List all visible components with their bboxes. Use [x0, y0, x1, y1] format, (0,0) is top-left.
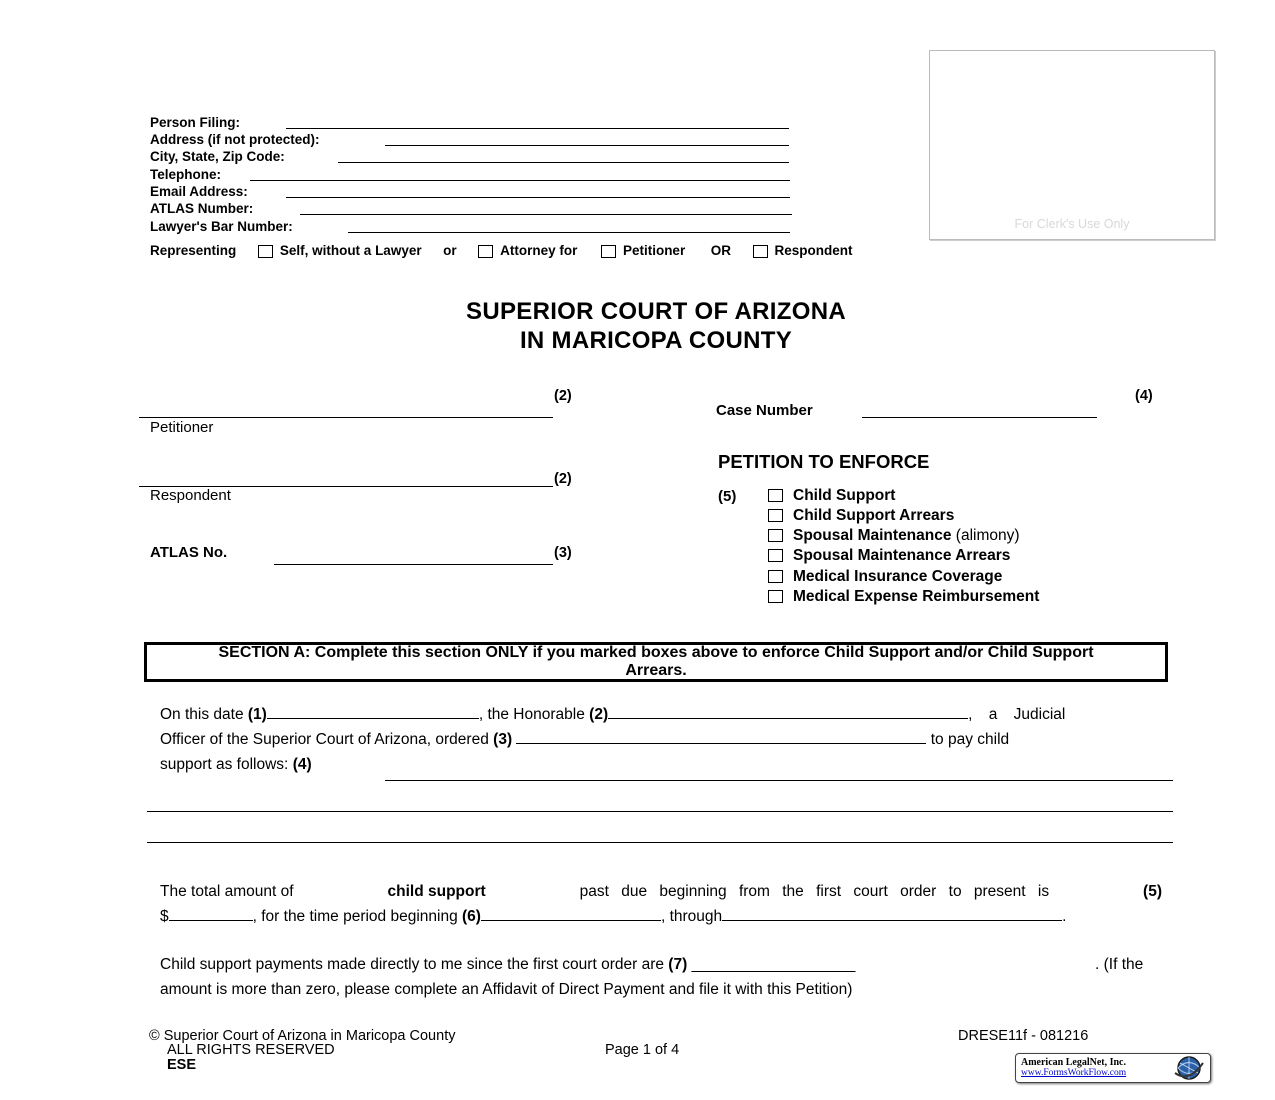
order-date-field[interactable]: [267, 704, 479, 719]
order-line-2: [160, 727, 1163, 752]
past-due-text: past due beginning from the first court order to present is: [579, 883, 1050, 900]
ordered-num: (3): [493, 731, 513, 748]
past-due-num: (5): [1143, 883, 1162, 900]
option-spousal-maintenance-arrears[interactable]: [768, 547, 1010, 565]
order-paragraph: [160, 702, 1163, 777]
email-label: Email Address:: [150, 184, 248, 199]
telephone-field[interactable]: [250, 180, 790, 181]
direct-payments-num: (7): [668, 956, 688, 973]
total-amount-text: The total amount of: [160, 883, 294, 900]
court-title-line2: IN MARICOPA COUNTY: [519, 327, 793, 354]
globe-icon: [1172, 1055, 1206, 1081]
spousal-maintenance-checkbox[interactable]: [768, 529, 783, 542]
through-text: , through: [660, 908, 723, 925]
clerk-use-label: For Clerk's Use Only: [1014, 217, 1130, 231]
direct-payments-paragraph: [160, 952, 1164, 998]
past-due-amount-field[interactable]: [169, 906, 253, 921]
judge-name-field[interactable]: [608, 704, 968, 719]
atlas-no-num: (3): [554, 545, 572, 561]
court-title: [0, 298, 1275, 355]
medical-insurance-checkbox[interactable]: [768, 570, 783, 583]
honorable-num: (2): [589, 706, 609, 723]
atlas-no-label: ATLAS No.: [150, 544, 228, 561]
petition-title: PETITION TO ENFORCE: [718, 451, 930, 472]
support-terms-line-3[interactable]: [147, 842, 1173, 843]
respondent-label: Respondent: [150, 487, 231, 504]
child-support-arrears-label: Child Support Arrears: [793, 507, 955, 524]
footer-page: Page 1 of 4: [605, 1042, 680, 1058]
or-label: or: [443, 243, 457, 258]
bar-number-field[interactable]: [348, 232, 790, 233]
honorable-text: , the Honorable: [478, 706, 585, 723]
city-state-zip-label: City, State, Zip Code:: [150, 149, 285, 164]
petitioner-rep-label: Petitioner: [622, 243, 686, 258]
period-end-field[interactable]: [722, 906, 1062, 921]
court-title-line1: SUPERIOR COURT OF ARIZONA: [466, 298, 846, 325]
respondent-rep-label: Respondent: [774, 243, 853, 258]
atlas-no-field[interactable]: [274, 564, 553, 565]
footer-form-id: DRESE11f - 081216: [958, 1028, 1089, 1044]
child-support-label: Child Support: [793, 487, 896, 504]
american-legalnet-logo[interactable]: [1015, 1053, 1211, 1083]
direct-payments-rest: . (If the amount is more than zero, please complete an Affidavit of Direct Payment and file it with this Petition): [160, 956, 1144, 998]
address-field[interactable]: [385, 145, 789, 146]
atlas-number-field[interactable]: [300, 214, 792, 215]
direct-payments-text: Child support payments made directly to me since the first court order are: [160, 956, 664, 973]
petitioner-checkbox[interactable]: [601, 245, 616, 258]
officer-text: Officer of the Superior Court of Arizona, ordered: [160, 731, 489, 748]
spousal-maintenance-suffix: (alimony): [951, 527, 1020, 544]
footer-copyright: © Superior Court of Arizona in Maricopa County: [149, 1028, 456, 1044]
respondent-checkbox[interactable]: [753, 245, 768, 258]
logo-url[interactable]: www.FormsWorkFlow.com: [1021, 1068, 1127, 1078]
atlas-number-label: ATLAS Number:: [150, 201, 254, 216]
petition-num: (5): [718, 488, 737, 505]
dollar-sign: $: [160, 908, 169, 925]
spousal-maintenance-arrears-checkbox[interactable]: [768, 549, 783, 562]
telephone-label: Telephone:: [150, 167, 222, 182]
or-upper-label: OR: [710, 243, 731, 258]
time-period-text: , for the time period beginning: [252, 908, 458, 925]
option-child-support[interactable]: [768, 487, 895, 505]
representing-row: [150, 243, 853, 258]
order-date-num: (1): [247, 706, 267, 723]
support-terms-line-1[interactable]: [385, 780, 1173, 781]
order-line-1: [160, 702, 1163, 727]
support-follows-num: (4): [292, 756, 312, 773]
direct-payments-field[interactable]: ___________________: [691, 956, 856, 973]
address-label: Address (if not protected):: [150, 132, 320, 147]
email-field[interactable]: [286, 197, 790, 198]
logo-name: American LegalNet, Inc.: [1021, 1057, 1126, 1068]
child-support-bold: child support: [387, 883, 486, 900]
option-medical-expense[interactable]: [768, 588, 1039, 606]
footer-code: ESE: [167, 1057, 197, 1073]
support-follows-text: support as follows:: [160, 756, 289, 773]
medical-expense-label: Medical Expense Reimbursement: [793, 588, 1040, 605]
respondent-num: (2): [554, 471, 572, 487]
section-a-heading: SECTION A: Complete this section ONLY if you marked boxes above to enforce Child Support and/or Child Support Arrears.: [218, 644, 1094, 679]
medical-expense-checkbox[interactable]: [768, 590, 783, 603]
judicial-text: , a Judicial: [968, 706, 1066, 723]
attorney-label: Attorney for: [500, 243, 578, 258]
option-child-support-arrears[interactable]: [768, 507, 954, 525]
petitioner-label: Petitioner: [150, 419, 214, 436]
child-support-checkbox[interactable]: [768, 489, 783, 502]
period-end-dot: .: [1062, 908, 1067, 925]
order-line-3: [160, 752, 1163, 777]
section-a-heading-box: [144, 642, 1168, 682]
self-checkbox[interactable]: [258, 245, 273, 258]
order-date-text: On this date: [160, 706, 244, 723]
petitioner-num: (2): [554, 388, 572, 404]
time-period-num: (6): [462, 908, 481, 925]
ordered-party-field[interactable]: [516, 729, 926, 744]
past-due-paragraph: [160, 879, 1162, 929]
option-medical-insurance[interactable]: [768, 568, 1002, 586]
attorney-checkbox[interactable]: [478, 245, 493, 258]
self-label: Self, without a Lawyer: [279, 243, 422, 258]
case-number-num: (4): [1135, 388, 1153, 404]
petitioner-name-field[interactable]: [139, 417, 553, 418]
bar-number-label: Lawyer's Bar Number:: [150, 219, 293, 234]
person-filing-field[interactable]: [286, 128, 789, 129]
period-start-field[interactable]: [481, 906, 661, 921]
support-terms-line-2[interactable]: [147, 811, 1173, 812]
medical-insurance-label: Medical Insurance Coverage: [793, 568, 1003, 585]
case-number-field[interactable]: [862, 417, 1097, 418]
spousal-maintenance-label: Spousal Maintenance: [793, 527, 952, 544]
past-due-line-2: [160, 904, 1162, 929]
clerk-use-box: [929, 50, 1215, 240]
case-number-label: Case Number: [716, 402, 813, 419]
footer-rights: ALL RIGHTS RESERVED: [167, 1042, 335, 1058]
past-due-line-1: [160, 879, 1162, 904]
person-filing-label: Person Filing:: [150, 115, 241, 130]
option-spousal-maintenance[interactable]: [768, 527, 1020, 545]
child-support-arrears-checkbox[interactable]: [768, 509, 783, 522]
to-pay-text: to pay child: [930, 731, 1010, 748]
spousal-maintenance-arrears-label: Spousal Maintenance Arrears: [793, 547, 1011, 564]
representing-label: Representing: [150, 243, 237, 258]
city-state-zip-field[interactable]: [338, 162, 789, 163]
